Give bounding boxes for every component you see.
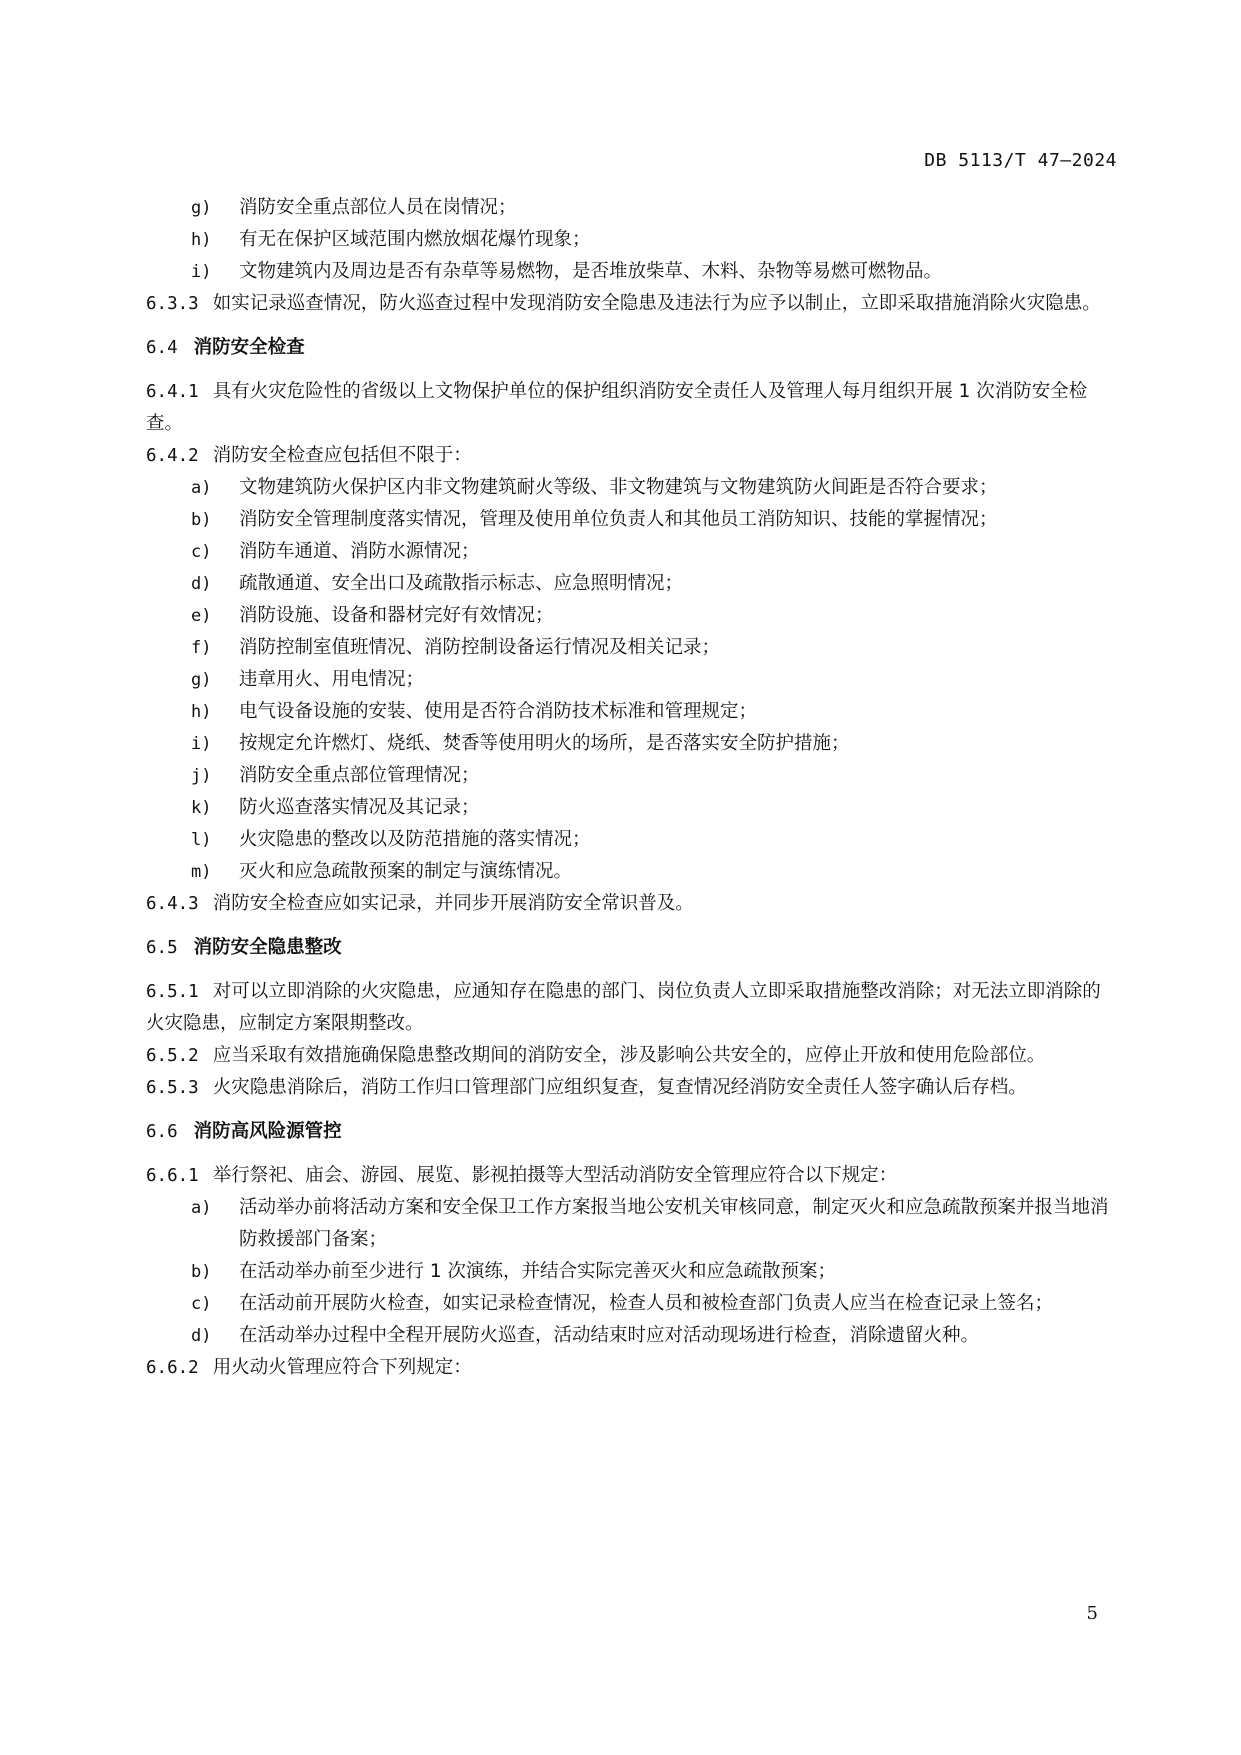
document-code-header: DB 5113/T 47—2024: [924, 150, 1117, 171]
clause-6-4-3: [146, 888, 1118, 920]
list-label: f): [191, 638, 212, 658]
list-text: 消防控制室值班情况、消防控制设备运行情况及相关记录；: [239, 637, 721, 658]
list-label: a): [191, 478, 212, 498]
list-item: [146, 536, 1118, 568]
list-text: 在活动举办前至少进行 1 次演练，并结合实际完善灭火和应急疏散预案；: [239, 1261, 837, 1282]
list-text: 按规定允许燃灯、烧纸、焚香等使用明火的场所，是否落实安全防护措施；: [239, 733, 850, 754]
section-heading-6-6: [146, 1116, 1118, 1148]
section-heading-6-4: [146, 332, 1118, 364]
list-item: [146, 504, 1118, 536]
clause-number: 6.4.1: [146, 382, 199, 402]
list-text: 防火巡查落实情况及其记录；: [239, 797, 480, 818]
clause-text: 火灾隐患消除后，消防工作归口管理部门应组织复查，复查情况经消防安全责任人签字确认后存档。: [212, 1077, 1027, 1098]
clause-text: 用火动火管理应符合下列规定：: [212, 1357, 472, 1378]
clause-number: 6.4.3: [146, 894, 199, 914]
clause-text: 消防安全检查应如实记录，并同步开展消防安全常识普及。: [212, 893, 694, 914]
list-text: 有无在保护区域范围内燃放烟花爆竹现象；: [239, 229, 591, 250]
section-title: 消防安全检查: [193, 337, 305, 358]
list-text: 文物建筑内及周边是否有杂草等易燃物，是否堆放柴草、木料、杂物等易燃可燃物品。: [239, 261, 943, 282]
list-text: 消防安全重点部位人员在岗情况；: [239, 197, 517, 218]
section-title: 消防安全隐患整改: [193, 937, 342, 958]
list-label: l): [191, 830, 212, 850]
list-label: e): [191, 606, 212, 626]
list-text: 消防安全管理制度落实情况，管理及使用单位负责人和其他员工消防知识、技能的掌握情况；: [239, 509, 998, 530]
list-item: [146, 1192, 1118, 1256]
clause-6-6-1: [146, 1160, 1118, 1192]
list-item: [146, 824, 1118, 856]
clause-number: 6.5.1: [146, 982, 199, 1002]
list-text: 活动举办前将活动方案和安全保卫工作方案报当地公安机关审核同意，制定灭火和应急疏散预案并报当地消防救援部门备案；: [239, 1197, 1109, 1250]
list-item: [146, 728, 1118, 760]
clause-number: 6.5.2: [146, 1046, 199, 1066]
clause-6-3-3: [146, 288, 1118, 320]
clause-number: 6.5.3: [146, 1078, 199, 1098]
clause-6-5-2: [146, 1040, 1118, 1072]
list-item: [146, 600, 1118, 632]
list-item: [146, 224, 1118, 256]
list-text: 火灾隐患的整改以及防范措施的落实情况；: [239, 829, 591, 850]
list-item: [146, 1256, 1118, 1288]
list-label: i): [191, 734, 212, 754]
clause-6-5-1: [146, 976, 1118, 1040]
clause-6-4-2: [146, 440, 1118, 472]
list-text: 文物建筑防火保护区内非文物建筑耐火等级、非文物建筑与文物建筑防火间距是否符合要求；: [239, 477, 998, 498]
clause-text: 如实记录巡查情况，防火巡查过程中发现消防安全隐患及违法行为应予以制止，立即采取措施消除火灾隐患。: [212, 293, 1101, 314]
list-label: h): [191, 230, 212, 250]
list-label: c): [191, 1294, 212, 1314]
list-item: [146, 192, 1118, 224]
list-label: b): [191, 510, 212, 530]
list-label: i): [191, 262, 212, 282]
list-label: h): [191, 702, 212, 722]
document-body: [146, 192, 1118, 1384]
clause-number: 6.6.2: [146, 1358, 199, 1378]
clause-text: 对可以立即消除的火灾隐患，应通知存在隐患的部门、岗位负责人立即采取措施整改消除；对无法立即消除的火灾隐患，应制定方案限期整改。: [146, 981, 1101, 1034]
list-text: 疏散通道、安全出口及疏散指示标志、应急照明情况；: [239, 573, 684, 594]
list-item: [146, 256, 1118, 288]
list-text: 违章用火、用电情况；: [239, 669, 425, 690]
list-item: [146, 1288, 1118, 1320]
list-text: 电气设备设施的安装、使用是否符合消防技术标准和管理规定；: [239, 701, 758, 722]
clause-number: 6.6.1: [146, 1166, 199, 1186]
list-text: 灭火和应急疏散预案的制定与演练情况。: [239, 861, 573, 882]
list-label: g): [191, 670, 212, 690]
list-label: g): [191, 198, 212, 218]
section-number: 6.6: [146, 1122, 178, 1142]
clause-text: 应当采取有效措施确保隐患整改期间的消防安全，涉及影响公共安全的，应停止开放和使用危险部位。: [212, 1045, 1046, 1066]
clause-text: 具有火灾危险性的省级以上文物保护单位的保护组织消防安全责任人及管理人每月组织开展 1 次消防安全检查。: [146, 381, 1088, 434]
list-text: 消防车通道、消防水源情况；: [239, 541, 480, 562]
list-item: [146, 632, 1118, 664]
clause-6-6-2: [146, 1352, 1118, 1384]
clause-text: 消防安全检查应包括但不限于：: [212, 445, 472, 466]
list-label: m): [191, 862, 212, 882]
list-label: d): [191, 574, 212, 594]
section-heading-6-5: [146, 932, 1118, 964]
list-item: [146, 792, 1118, 824]
list-item: [146, 568, 1118, 600]
section-number: 6.5: [146, 938, 178, 958]
section-number: 6.4: [146, 338, 178, 358]
clause-number: 6.4.2: [146, 446, 199, 466]
list-item: [146, 760, 1118, 792]
clause-number: 6.3.3: [146, 294, 199, 314]
clause-6-4-1: [146, 376, 1118, 440]
list-label: d): [191, 1326, 212, 1346]
list-label: j): [191, 766, 212, 786]
list-text: 消防安全重点部位管理情况；: [239, 765, 480, 786]
clause-6-5-3: [146, 1072, 1118, 1104]
list-item: [146, 472, 1118, 504]
section-title: 消防高风险源管控: [193, 1121, 342, 1142]
list-item: [146, 696, 1118, 728]
list-item: [146, 664, 1118, 696]
list-text: 消防设施、设备和器材完好有效情况；: [239, 605, 554, 626]
list-label: k): [191, 798, 212, 818]
list-label: c): [191, 542, 212, 562]
page-number: 5: [1086, 1603, 1098, 1624]
clause-text: 举行祭祀、庙会、游园、展览、影视拍摄等大型活动消防安全管理应符合以下规定：: [212, 1165, 898, 1186]
list-text: 在活动前开展防火检查，如实记录检查情况，检查人员和被检查部门负责人应当在检查记录上签名；: [239, 1293, 1054, 1314]
list-label: b): [191, 1262, 212, 1282]
list-item: [146, 856, 1118, 888]
list-text: 在活动举办过程中全程开展防火巡查，活动结束时应对活动现场进行检查，消除遗留火种。: [239, 1325, 980, 1346]
list-label: a): [191, 1198, 212, 1218]
list-item: [146, 1320, 1118, 1352]
